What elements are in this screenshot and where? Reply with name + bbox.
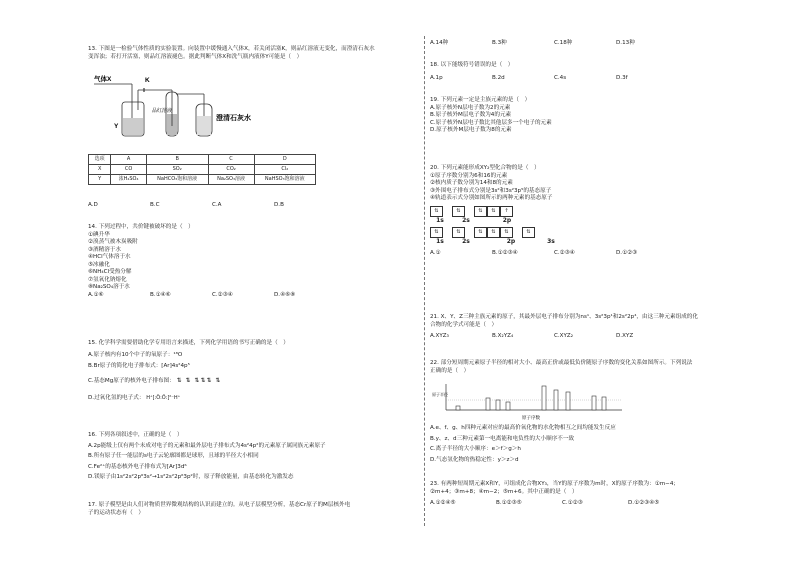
option-d[interactable]: D.13种 [616, 40, 635, 46]
option-d[interactable]: D.B [274, 202, 284, 208]
q16-option-a[interactable]: A.2p能级上仅有两个未成对电子的元素和最外层电子排布式为4s²4p²的元素原子属同族元素原子 [88, 442, 326, 449]
question-13 [88, 46, 418, 61]
option-b[interactable]: B.①②③⑤ [496, 500, 522, 507]
option-d[interactable]: D.3f [616, 74, 628, 81]
q13-stem-line2: 变浑浊；若打开活塞，则品红溶液褪色。据此判断气体X和洗气瓶内液体Y可能是（ ） [88, 53, 303, 60]
q21-stem-line1: 21. X、Y、Z三种主族元素的原子，其最外层电子排布分别为ns¹、3s²3p¹和2s²2p⁴，由这三种元素组成的化 [430, 314, 698, 320]
q17-options [430, 40, 730, 48]
q15-stem: 15. 化学科学需要借助化学专用语言来描述，下列化学用语的书写正确的是（ ） [88, 340, 289, 346]
question-22-options [430, 425, 730, 464]
q22-option-d[interactable]: D.气态氢化物的热稳定性：y＞z＞d [430, 456, 519, 463]
q20-item: ②核内质子数分别为14和8的元素 [430, 180, 513, 187]
y-axis-label: 原子半径 [432, 392, 448, 397]
h2o2-electron-formula: H⁺[:Ö:Ö:]²⁻H⁺ [146, 395, 181, 402]
option-d[interactable]: D.①②③ [616, 249, 638, 256]
q13-table [88, 154, 316, 185]
option-c[interactable]: C.XYZ₂ [554, 333, 574, 340]
table-row [89, 175, 316, 185]
q15-d-text: D.过氧化氢的电子式： [88, 395, 145, 402]
q15-c-text: C.基态Mg原子的核外电子排布图： [88, 377, 175, 384]
orbital-label: 3s [547, 237, 555, 245]
q19-option-a[interactable]: A.原子核外N层电子数为2的元素 [430, 104, 511, 111]
option-d[interactable]: D.④⑥⑧ [274, 291, 296, 298]
question-14 [88, 224, 418, 299]
q23-stem-line2: ②m+4；③m+8；④m−2；⑤m+6。其中正确的是（ ） [430, 488, 578, 495]
q23-stem-line1: 23. 有两种短周期元素X和Y，可组成化合物XY₃，当Y的原子序数为m时，X的原子序数为：①m−4； [430, 481, 680, 487]
q17-stem-line1: 17. 原子模型是由人们对物质世界微观结构的认识而建立的。从电子层模型分析，基态Cr原子的M层核外电 [88, 502, 351, 508]
option-a[interactable]: A.①⑥ [88, 291, 104, 298]
table-cell: D [254, 155, 315, 165]
option-a[interactable]: A.① [430, 249, 441, 256]
q15-option-d[interactable] [88, 395, 418, 403]
option-a[interactable]: A.1p [430, 74, 443, 81]
table-cell: Y [89, 175, 111, 185]
x-axis-label: 原子序数 [522, 415, 540, 420]
orbital-diagram-1: ⇅ ⇅ ⇅ ⇅ ↑ 1s 2s 2p [430, 206, 600, 225]
orbital-label: 2s [462, 216, 470, 224]
q22-stem-line2: 正确的是（ ） [430, 367, 470, 374]
apparatus-figure [92, 70, 262, 142]
option-d[interactable]: D.XYZ [616, 333, 634, 340]
table-cell: Na₂SO₃溶液 [208, 175, 254, 185]
table-cell: NaHCO₃饱和溶液 [146, 175, 208, 185]
option-c[interactable]: C.①②③ [562, 500, 583, 507]
option-b[interactable]: B.C [150, 202, 160, 208]
table-header-row [89, 155, 316, 165]
q19-stem: 19. 下列元素一定是主族元素的是（ ） [430, 97, 531, 103]
question-21 [430, 314, 730, 341]
option-c[interactable]: C.②③④ [212, 291, 233, 298]
q18-options [430, 75, 730, 83]
option-c[interactable]: C.②③④ [554, 249, 575, 256]
q14-item: ⑤冰融化 [88, 261, 110, 268]
q14-item: ①碘升华 [88, 231, 110, 238]
orbital-diagram-2: ⇅ ⇅ ⇅ ⇅ ⇅ ⇅ 1s 2s 2p 3s [430, 227, 630, 246]
q13-stem-line1: 13. 下图是一检验气体性质的实验装置。向装置中缓慢通入气体X，若关闭活塞K，则品红溶液无变化，而澄清石灰水 [88, 46, 375, 52]
question-17 [88, 502, 418, 517]
q14-options [88, 292, 418, 300]
table-row [89, 165, 316, 175]
q16-option-d[interactable]: D.镁原子由1s²2s²2p⁶3s²→1s²2s²2p⁶3p²时，原子释放能量，由基态转化为激发态 [88, 474, 294, 481]
label-gas-x: 气体X [94, 76, 112, 83]
option-c[interactable]: C.A [212, 202, 222, 208]
q13-options [88, 202, 418, 210]
orbital-label: 1s [436, 237, 444, 245]
q16-option-b[interactable]: B.所有原子任一能层的s电子云轮廓图都是球形，且球的半径大小相同 [88, 453, 259, 460]
question-16 [88, 432, 418, 482]
orbital-label: 2s [462, 237, 470, 245]
q14-stem: 14. 下列过程中，共价键被破坏的是（ ） [88, 224, 194, 230]
label-k: K [145, 77, 150, 84]
option-a[interactable]: A.14种 [430, 40, 449, 46]
option-b[interactable]: B.3种 [492, 40, 507, 46]
q17-stem-line2: 子的运动状态有（ ） [88, 509, 144, 516]
option-a[interactable]: A.D [88, 202, 98, 208]
q14-item: ③酒精溶于水 [88, 246, 121, 253]
q14-item: ②溴蒸气被木炭吸附 [88, 239, 138, 246]
q20-stem: 20. 下列元素能形成XY₂型化合物的是（ ） [430, 165, 540, 171]
q22-option-a[interactable]: A.e、f、g、h四种元素对应的最高价氧化物的水化物相互之间均能发生反应 [430, 425, 616, 431]
q20-options [430, 250, 730, 258]
orbital-label: 2p [502, 216, 512, 224]
q14-item: ⑥NH₄Cl受热分解 [88, 269, 132, 276]
option-b[interactable]: B.①②③④ [492, 249, 518, 256]
q15-option-a[interactable]: A.原子核内有10个中子的氧原子：¹⁸O [88, 351, 183, 358]
option-b[interactable]: B.X₂YZ₄ [492, 333, 514, 340]
question-19 [430, 97, 730, 135]
question-20 [430, 165, 730, 257]
question-18 [430, 62, 730, 82]
option-b[interactable]: B.①④⑥ [150, 291, 171, 298]
option-d[interactable]: D.①②③④⑤ [628, 500, 660, 507]
q16-stem: 16. 下列各项叙述中，正确的是（ ） [88, 432, 183, 438]
table-cell: X [89, 165, 111, 175]
label-reagent: 品红溶液 [152, 108, 173, 114]
table-cell: NaHSO₃饱和溶液 [254, 175, 315, 185]
table-cell: CO [111, 165, 146, 175]
q19-option-b[interactable]: B.原子核外M层电子数为4的元素 [430, 112, 512, 119]
option-a[interactable]: A.XYZ₃ [430, 333, 449, 340]
q23-options [430, 500, 730, 508]
q15-option-c[interactable] [88, 377, 418, 386]
q15-option-b[interactable]: B.Br原子的简化电子排布式：[Ar]4s²4p⁵ [88, 363, 190, 370]
question-23 [430, 481, 730, 508]
q18-stem: 18. 以下能级符号错误的是（ ） [430, 62, 514, 68]
q14-item: ⑦氢氧化钠熔化 [88, 276, 127, 283]
q22-option-b[interactable]: B.y、z、d三种元素第一电离能和电负性的大小顺序不一致 [430, 435, 575, 442]
orbital-label: 1s [436, 216, 444, 224]
q16-option-c[interactable]: C.Fe²⁺的基态核外电子排布式为[Ar]3d⁶ [88, 463, 187, 470]
table-cell: 选项 [89, 155, 111, 165]
q21-stem-line2: 合物的化学式可能是（ ） [430, 321, 498, 328]
table-cell: CO₂ [208, 165, 254, 175]
mg-orbital-figure: ⇅ ⇅ ⇅⇅⇅ ⇅ [176, 376, 222, 384]
q19-option-c[interactable]: C.原子核外N层电子数比其他层多一个电子的元素 [430, 119, 552, 126]
table-cell: B [146, 155, 208, 165]
label-limewater: 澄清石灰水 [216, 115, 251, 122]
table-cell: A [111, 155, 146, 165]
table-cell: C [208, 155, 254, 165]
table-cell: 浓H₂SO₄ [111, 175, 146, 185]
q14-item: ④HCl气体溶于水 [88, 254, 131, 261]
question-22 [430, 360, 730, 375]
q20-item: ③外围电子排布式分别是3s²和3s²3p⁵的基态原子 [430, 187, 552, 194]
orbital-label: 2p [506, 237, 516, 245]
option-c[interactable]: C.18种 [554, 40, 573, 46]
option-b[interactable]: B.2d [492, 74, 505, 81]
question-15 [88, 340, 418, 403]
q20-item: ①原子序数分别为6和16的元素 [430, 172, 508, 179]
q21-options [430, 333, 730, 341]
q20-item: ④轨道表示式分别如图所示的两种元素的基态原子 [430, 195, 553, 202]
table-cell: Cl₂ [254, 165, 315, 175]
q22-stem-line1: 22. 部分短周期元素原子半径的相对大小、最高正价或最低负价随原子序数的变化关系如图所示。下列说法 [430, 360, 693, 366]
q19-option-d[interactable]: D.原子核外M层电子数为8的元素 [430, 127, 512, 134]
option-c[interactable]: C.4s [554, 74, 567, 81]
element-radius-figure [432, 380, 632, 424]
option-a[interactable]: A.①②④⑤ [430, 500, 456, 507]
q22-option-c[interactable]: C.离子半径的大小顺序：e＞f＞g＞h [430, 446, 521, 453]
label-y: Y [114, 123, 119, 130]
column-divider [424, 36, 425, 526]
table-cell: SO₂ [146, 165, 208, 175]
q14-item: ⑧Na₂SO₄溶于水 [88, 284, 130, 291]
